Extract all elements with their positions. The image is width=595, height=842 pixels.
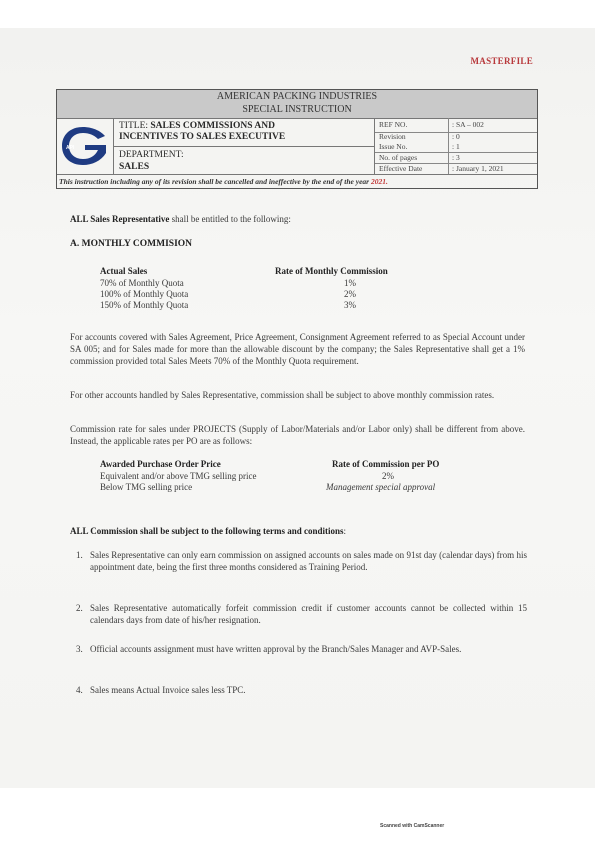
department-value: SALES xyxy=(119,162,150,172)
table-row-price: Below TMG selling price xyxy=(100,482,193,492)
intro-subject: ALL Sales Representative xyxy=(70,214,170,224)
section-a-heading: A. MONTHLY COMMISION xyxy=(70,239,193,249)
meta-row-effective-date xyxy=(375,163,537,174)
table-row-rate: 2% xyxy=(344,289,356,299)
title-label: TITLE: xyxy=(119,121,149,131)
title-line-1: SALES COMMISSIONS AND xyxy=(150,121,275,131)
company-banner xyxy=(57,90,537,119)
company-logo xyxy=(57,118,114,174)
meta-row-ref xyxy=(375,118,537,133)
company-name: AMERICAN PACKING INDUSTRIES xyxy=(216,91,378,102)
validity-notice xyxy=(57,174,537,188)
po-commission-table xyxy=(100,459,520,499)
intro-line xyxy=(70,213,525,225)
meta-value: : 0 xyxy=(452,132,460,141)
col-header-actual-sales: Actual Sales xyxy=(100,266,148,276)
meta-value: : January 1, 2021 xyxy=(452,164,504,173)
table-row-rate: Management special approval xyxy=(326,482,436,492)
list-text: Official accounts assignment must have written approval by the Branch/Sales Manager and AVP-Sales. xyxy=(90,644,462,654)
meta-value: : 3 xyxy=(452,153,460,162)
department-cell xyxy=(113,146,375,174)
api-logo-icon xyxy=(59,126,111,166)
paragraph-other-accounts: For other accounts handled by Sales Representative, commission shall be subject to above monthly commission rates. xyxy=(70,390,495,400)
intro-rest: shall be entitled to the following: xyxy=(169,214,291,224)
title-cell xyxy=(113,118,375,146)
meta-row-revision xyxy=(375,132,537,142)
list-item xyxy=(76,643,527,655)
meta-key: Effective Date xyxy=(375,163,449,174)
monthly-commission-table xyxy=(100,266,500,316)
paragraph-projects: Commission rate for sales under PROJECTS (Supply of Labor/Materials and/or Labor only) shall be different from above. Instead, the applicable rates per PO are as follows: xyxy=(70,424,525,446)
col-header-po-rate: Rate of Commission per PO xyxy=(332,459,440,469)
table-row-sales: 150% of Monthly Quota xyxy=(100,300,189,310)
meta-key: Revision xyxy=(375,132,449,142)
table-row-rate: 3% xyxy=(344,300,356,310)
document-meta xyxy=(375,118,537,174)
col-header-po-price: Awarded Purchase Order Price xyxy=(100,459,221,469)
list-item xyxy=(76,684,527,696)
meta-value: : 1 xyxy=(452,142,460,151)
meta-key: No. of pages xyxy=(375,153,449,163)
meta-key: Issue No. xyxy=(375,142,449,152)
list-number: 4. xyxy=(76,685,83,695)
notice-year: 2021. xyxy=(370,177,388,186)
table-row-price: Equivalent and/or above TMG selling price xyxy=(100,471,257,481)
masterfile-stamp: MASTERFILE xyxy=(470,56,533,66)
paragraph-special-accounts: For accounts covered with Sales Agreement, Price Agreement, Consignment Agreement referred to as Special Account under SA 005; and for Sales made for more than the allowable discount by the company; the Sales Representative shall get a 1% commission provided total Sales Meets 70% of the Monthly Quota requirement. xyxy=(70,332,525,366)
list-number: 3. xyxy=(76,644,83,654)
meta-row-issue xyxy=(375,142,537,153)
table-row-sales: 70% of Monthly Quota xyxy=(100,278,184,288)
table-row-rate: 2% xyxy=(382,471,394,481)
list-item xyxy=(76,602,527,626)
instruction-type: SPECIAL INSTRUCTION xyxy=(242,104,352,115)
title-line-2: INCENTIVES TO SALES EXECUTIVE xyxy=(119,132,286,142)
table-row-sales: 100% of Monthly Quota xyxy=(100,289,189,299)
document-header-table xyxy=(56,89,538,189)
list-text: Sales means Actual Invoice sales less TPC. xyxy=(90,685,246,695)
department-label: DEPARTMENT: xyxy=(119,150,184,160)
list-number: 2. xyxy=(76,603,83,613)
meta-value: : SA – 002 xyxy=(452,120,484,129)
table-row-rate: 1% xyxy=(344,278,356,288)
terms-heading: ALL Commission shall be subject to the following terms and conditions xyxy=(70,526,344,536)
terms-colon: : xyxy=(343,526,347,536)
logo-text: API xyxy=(66,145,75,151)
list-item xyxy=(76,549,527,573)
terms-heading-line xyxy=(70,525,525,537)
scanner-watermark: Scanned with CamScanner xyxy=(380,823,445,829)
list-text: Sales Representative can only earn commission on assigned accounts on sales made on 91st day (calendar days) from his appointment date, being the first three months considered as Training Period. xyxy=(90,550,527,572)
col-header-rate: Rate of Monthly Commission xyxy=(275,266,388,276)
meta-key: REF NO. xyxy=(375,118,449,132)
list-text: Sales Representative automatically forfeit commission credit if customer accounts cannot be collected within 15 calendars days from date of his/her resignation. xyxy=(90,603,527,625)
list-number: 1. xyxy=(76,550,83,560)
notice-text: This instruction including any of its revision shall be cancelled and ineffective by the end of the year xyxy=(59,177,370,186)
